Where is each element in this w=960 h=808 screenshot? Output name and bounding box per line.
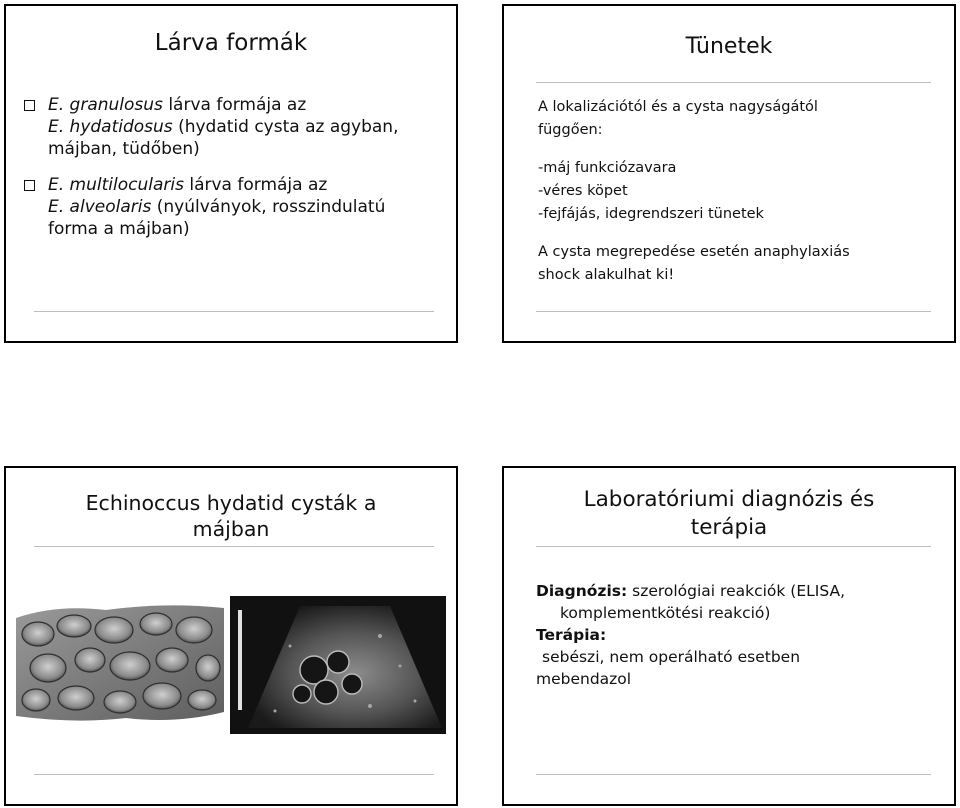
- ultrasound-scan-image: [230, 596, 446, 734]
- slide-title: [6, 490, 456, 542]
- intro-line: függően:: [538, 122, 603, 138]
- bullet-text: lárva formája az: [183, 175, 328, 195]
- bullet-item: [20, 94, 440, 160]
- slide-title: [504, 486, 954, 542]
- cyst-tissue-photo: [16, 600, 224, 724]
- square-bullet-icon: [24, 100, 35, 111]
- divider: [34, 311, 434, 312]
- bullet-list: [20, 94, 440, 254]
- slide-title: Tünetek: [685, 34, 773, 59]
- note-line: shock alakulhat ki!: [538, 267, 675, 283]
- slide-lab-diagnosis: [502, 466, 956, 806]
- title-line: Echinoccus hydatid cysták a: [85, 491, 377, 515]
- note-line: A cysta megrepedése esetén anaphylaxiás: [538, 244, 850, 260]
- species-name: E. alveolaris: [48, 197, 152, 217]
- species-name: E. granulosus: [48, 95, 163, 115]
- divider: [536, 774, 931, 775]
- title-line: májban: [192, 517, 270, 541]
- slide-body: [536, 580, 946, 690]
- slide-tunetek: [502, 4, 956, 343]
- symptom-item: -véres köpet: [538, 183, 628, 199]
- symptom-item: -máj funkciózavara: [538, 160, 677, 176]
- bullet-text: lárva formája az: [162, 95, 307, 115]
- title-line: terápia: [690, 515, 768, 540]
- divider: [536, 311, 931, 312]
- bullet-text: (hydatid cysta az agyban, májban, tüdőben): [48, 117, 399, 159]
- diagnosis-text: szerológiai reakciók (ELISA,: [627, 582, 846, 600]
- intro-line: A lokalizációtól és a cysta nagyságától: [538, 99, 818, 115]
- divider: [34, 546, 434, 547]
- divider: [536, 82, 931, 83]
- bullet-text: (nyúlványok, rosszindulatú forma a májban): [48, 197, 386, 239]
- diagnosis-label: Diagnózis:: [536, 582, 628, 600]
- species-name: E. hydatidosus: [48, 117, 173, 137]
- bullet-item: [20, 174, 440, 240]
- diagnosis-line: [536, 580, 946, 602]
- divider: [536, 546, 931, 547]
- divider: [34, 774, 434, 775]
- square-bullet-icon: [24, 180, 35, 191]
- therapy-text: mebendazol: [536, 670, 632, 688]
- slide-echinoccus-cysts: [4, 466, 458, 806]
- slide-larva-formak: [4, 4, 458, 343]
- title-line: Laboratóriumi diagnózis és: [583, 487, 875, 512]
- diagnosis-text: komplementkötési reakció): [560, 604, 771, 622]
- species-name: E. multilocularis: [48, 175, 184, 195]
- symptom-item: -fejfájás, idegrendszeri tünetek: [538, 206, 764, 222]
- slide-title: Lárva formák: [154, 30, 308, 56]
- therapy-label: Terápia:: [536, 626, 607, 644]
- therapy-text: sebészi, nem operálható esetben: [542, 648, 801, 666]
- slide-body: [538, 96, 948, 287]
